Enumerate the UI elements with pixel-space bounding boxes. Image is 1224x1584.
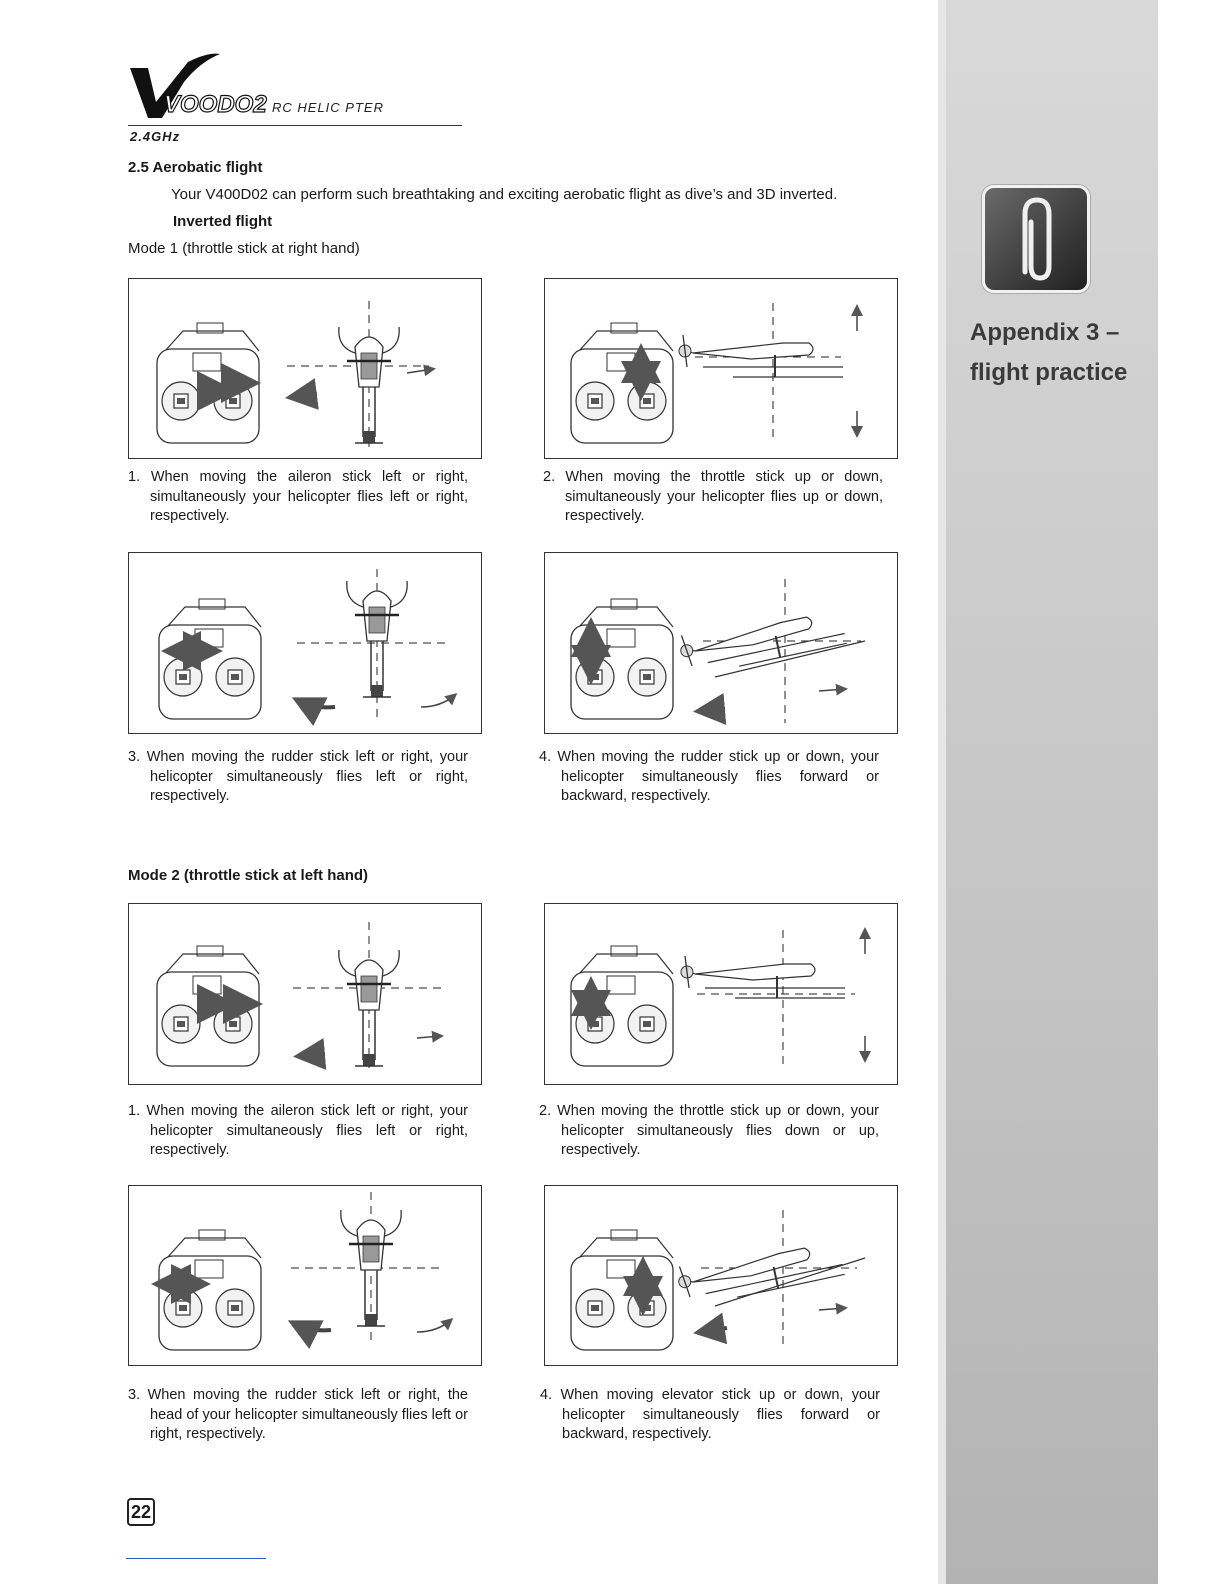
mode1-caption-3: 3. When moving the rudder stick left or right, your helicopter simultaneously flies left or right, respectively. [128, 749, 468, 804]
mode1-fig3 [128, 552, 482, 734]
mode1-caption-4: 4. When moving the rudder stick up or down, your helicopter simultaneously flies forward or backward, respectively. [539, 749, 879, 804]
voodoo-logo [128, 52, 268, 122]
mode2-fig1 [128, 903, 482, 1085]
inverted-flight-heading: Inverted flight [173, 213, 273, 230]
mode1-fig1 [128, 278, 482, 459]
appendix-title: Appendix 3 – flight practice [970, 319, 1128, 386]
mode2-title: Mode 2 (throttle stick at left hand) [128, 867, 369, 884]
mode2-caption-1: 1. When moving the aileron stick left or right, your helicopter simultaneously flies left or right, respectively. [128, 1103, 468, 1158]
mode2-fig4 [544, 1185, 898, 1366]
mode1-fig2 [544, 278, 898, 459]
paperclip-tile [982, 185, 1090, 293]
frequency-band: 2.4GHz [130, 129, 181, 144]
mode2-fig3 [128, 1185, 482, 1366]
mode2-caption-2: 2. When moving the throttle stick up or down, your helicopter simultaneously flies down or up, respectively. [539, 1103, 879, 1158]
footer-rule [126, 1558, 266, 1559]
mode2-fig2 [544, 903, 898, 1085]
mode2-caption-3: 3. When moving the rudder stick left or right, the head of your helicopter simultaneously flies left or right, respectively. [128, 1387, 468, 1442]
paperclip-icon [985, 188, 1087, 290]
header-rule [128, 125, 462, 126]
mode1-fig4 [544, 552, 898, 734]
mode1-caption-1: 1. When moving the aileron stick left or right, simultaneously your helicopter flies left or right, respectively. [128, 469, 468, 524]
logo-subtitle: RC HELIC PTER [272, 100, 384, 115]
mode1-title: Mode 1 (throttle stick at right hand) [128, 240, 360, 257]
mode1-caption-2: 2. When moving the throttle stick up or down, simultaneously your helicopter flies up or down, respectively. [543, 469, 883, 524]
section-intro: Your V400D02 can perform such breathtaking and exciting aerobatic flight as dive’s and 3D inverted. [171, 186, 838, 203]
svg-text:VOODO2: VOODO2 [164, 91, 267, 118]
mode2-caption-4: 4. When moving elevator stick up or down, your helicopter simultaneously flies forward or backward, respectively. [540, 1387, 880, 1442]
page-number: 22 [127, 1498, 155, 1526]
section-heading: 2.5 Aerobatic flight [128, 159, 263, 176]
